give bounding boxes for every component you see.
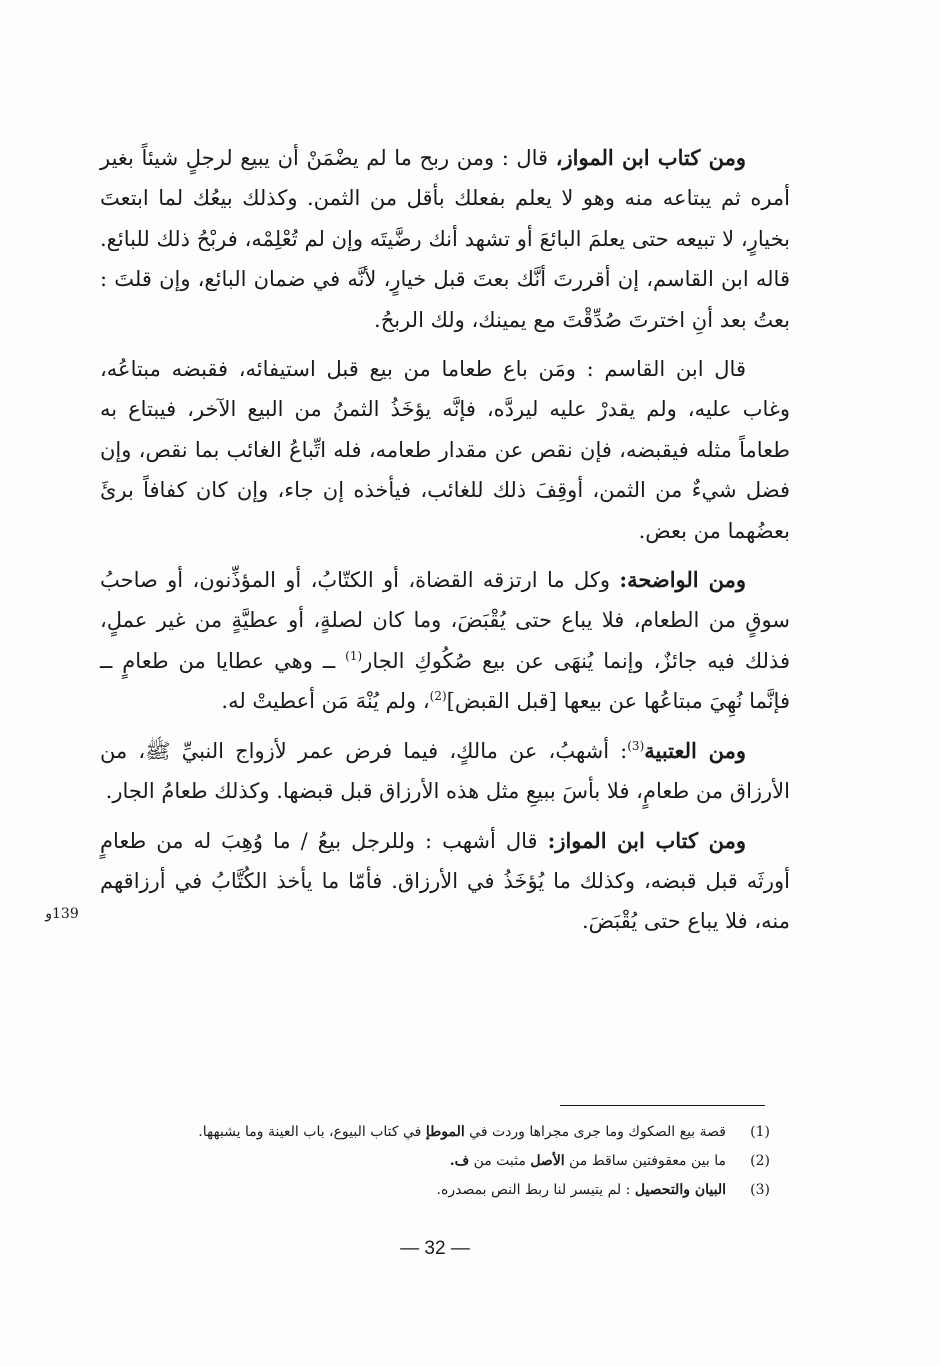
footnotes xyxy=(100,1118,770,1205)
paragraph-5-text: قال أشهب : وللرجل بيعُ / ما وُهِبَ له من طعامٍ أورثَه قبل قبضه، وكذلك ما يُؤخَذُ في الأرزاق. فأمّا ما يأخذ الكُتَّابُ في أرزاقهم منه، فلا يباع حتى يُقْبَضَ. xyxy=(100,828,790,934)
footnote-3-number: (3) xyxy=(750,1182,770,1198)
paragraph-4 xyxy=(100,731,790,812)
footnote-ref-2[interactable]: (2) xyxy=(429,689,447,704)
page-number: — 32 — xyxy=(400,1238,470,1259)
footnote-2-number: (2) xyxy=(750,1153,770,1169)
paragraph-5 xyxy=(100,821,790,942)
footnote-ref-3[interactable]: (3) xyxy=(627,738,645,753)
paragraph-3 xyxy=(100,560,790,722)
footnote-3-post: : لم يتيسر لنا ربط النص بمصدره. xyxy=(436,1182,635,1198)
paragraph-4-text: : أشهبُ، عن مالكٍ، فيما فرض عمر لأزواج النبيِّ ﷺ، من الأرزاق من طعامٍ، فلا بأسَ ببيعِ مثل هذه الأرزاق قبل قبضها. وكذلك طعامُ الجار. xyxy=(100,738,790,804)
paragraph-4-lead: ومن العتبية xyxy=(644,737,746,763)
footnote-2-pre: ما بين معقوفتين ساقط من xyxy=(564,1153,726,1169)
footnote-1-pre: قصة بيع الصكوك وما جرى مجراها وردت في xyxy=(464,1124,726,1140)
paragraph-1-lead: ومن كتاب ابن المواز، xyxy=(555,145,747,170)
footnote-2-source: الأصل xyxy=(530,1153,565,1169)
footnote-2 xyxy=(100,1147,770,1176)
paragraph-2 xyxy=(100,349,790,551)
footnote-1 xyxy=(100,1118,770,1147)
footnote-3 xyxy=(100,1176,770,1205)
paragraph-1 xyxy=(100,138,790,340)
footnote-1-post: في كتاب البيوع، باب العينة وما يشبهها. xyxy=(198,1124,426,1140)
footnote-3-source: البيان والتحصيل xyxy=(634,1182,726,1198)
paragraph-3-text-2: ــ وهي عطايا من طعامٍ ــ فإنَّما نُهِيَ مبتاعُها عن بيعها [قبل القبض] xyxy=(100,648,790,714)
footnote-2-post: مثبت من xyxy=(469,1153,531,1169)
paragraph-2-text: قال ابن القاسم : ومَن باع طعاما من بيع قبل استيفائه، فقبضه مبتاعُه، وغاب عليه، ولم يقدرْ عليه ليردَّه، فإنَّه يؤخَذُ الثمنُ من البيع الآخر، فيبتاع به طعاماً مثله فيقبضه، فإن نقص عن مقدار طعامه، فله اتِّباعُ الغائب بما نقص، وإن فضل شيءٌ من الثمن، أوقِفَ ذلك للغائب، فيأخذه إن جاء، وإن كان كفافاً برئَ بعضُهما من بعض. xyxy=(100,357,790,543)
manuscript-folio-note: 139و xyxy=(45,906,79,922)
footnote-divider xyxy=(560,1105,765,1106)
main-text xyxy=(100,138,790,951)
paragraph-3-lead: ومن الواضحة: xyxy=(619,567,746,593)
paragraph-3-text-3: ، ولم يُنْهَ مَن أعطيتْ له. xyxy=(221,689,430,714)
paragraph-1-text: قال : ومن ربح ما لم يضْمَنْ أن يبيع لرجلٍ شيئاً بغير أمره ثم يبتاعه منه وهو لا يعلم بفعلك بأقل من الثمن. وكذلك بيعُك لما ابتعتَ بخيارٍ، لا تبيعه حتى يعلمَ البائعَ أو تشهد أنك رضَّيتَه وإن لم تُعْلِمْه، فربْحُ ذلك للبائع. قاله ابن القاسم، إن أقررتَ أنَّك بعتَ قبل خيارٍ، لأنَّه في ضمان البائع، وإن قلتَ : بعتُ بعد أنِ اخترتَ صُدِّقْتَ مع يمينك، ولك الربحُ. xyxy=(100,146,790,332)
footnote-2-source-2: ف. xyxy=(449,1153,470,1169)
footnote-1-source: الموطإ xyxy=(425,1124,465,1140)
footnote-1-number: (1) xyxy=(750,1124,770,1140)
paragraph-5-lead: ومن كتاب ابن المواز: xyxy=(547,827,746,853)
paragraph-3-text: وكل ما ارتزقه القضاة، أو الكتّابُ، أو المؤذِّنون، أو صاحبُ سوقٍ من الطعام، فلا يباع حتى يُقْبَضَ، وما كان لصلةٍ، أو عطيَّةٍ من غير عملٍ، فذلك فيه جائزٌ، وإنما يُنهَى عن بيع صُكُوكِ الجار xyxy=(100,568,790,673)
footnote-ref-1[interactable]: (1) xyxy=(345,648,363,663)
